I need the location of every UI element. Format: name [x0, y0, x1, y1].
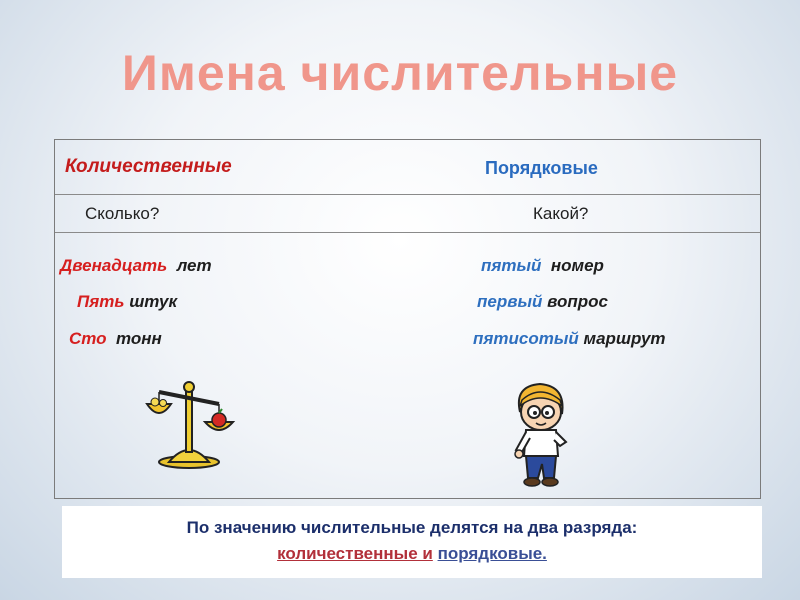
ordinal-noun: маршрут — [583, 329, 666, 348]
term-cardinal: количественные и — [277, 544, 433, 563]
numerals-table — [54, 139, 761, 499]
ordinal-numeral: первый — [477, 292, 543, 311]
schoolboy-icon — [500, 376, 580, 488]
conclusion-text: По значению числительные делятся на два разряда: — [186, 518, 638, 537]
term-ordinal: порядковые. — [437, 544, 547, 563]
cardinal-numeral: Пять — [77, 292, 125, 311]
table-divider — [55, 194, 760, 195]
cardinal-example — [69, 329, 162, 349]
ordinal-example — [477, 292, 608, 312]
ordinal-numeral: пятый — [481, 256, 542, 275]
ordinal-noun: вопрос — [547, 292, 608, 311]
cardinal-example — [60, 256, 212, 276]
cardinal-noun: штук — [129, 292, 178, 311]
cardinal-numeral: Сто — [69, 329, 107, 348]
balance-scale-icon — [143, 376, 243, 472]
conclusion-terms — [62, 544, 762, 564]
cardinal-numeral: Двенадцать — [60, 256, 168, 275]
cardinal-noun: лет — [176, 256, 212, 275]
question-cardinal: Сколько? — [85, 204, 160, 223]
table-divider — [55, 232, 760, 233]
conclusion-box — [62, 506, 762, 578]
slide-title: Имена числительные — [121, 45, 679, 101]
question-ordinal: Какой? — [533, 204, 589, 223]
header-ordinal: Порядковые — [485, 158, 598, 178]
cardinal-example — [77, 292, 177, 312]
cardinal-noun: тонн — [116, 329, 162, 348]
ordinal-noun: номер — [550, 256, 604, 275]
ordinal-example — [473, 329, 666, 349]
ordinal-numeral: пятисотый — [473, 329, 579, 348]
header-cardinal: Количественные — [65, 156, 232, 177]
ordinal-example — [481, 256, 604, 276]
